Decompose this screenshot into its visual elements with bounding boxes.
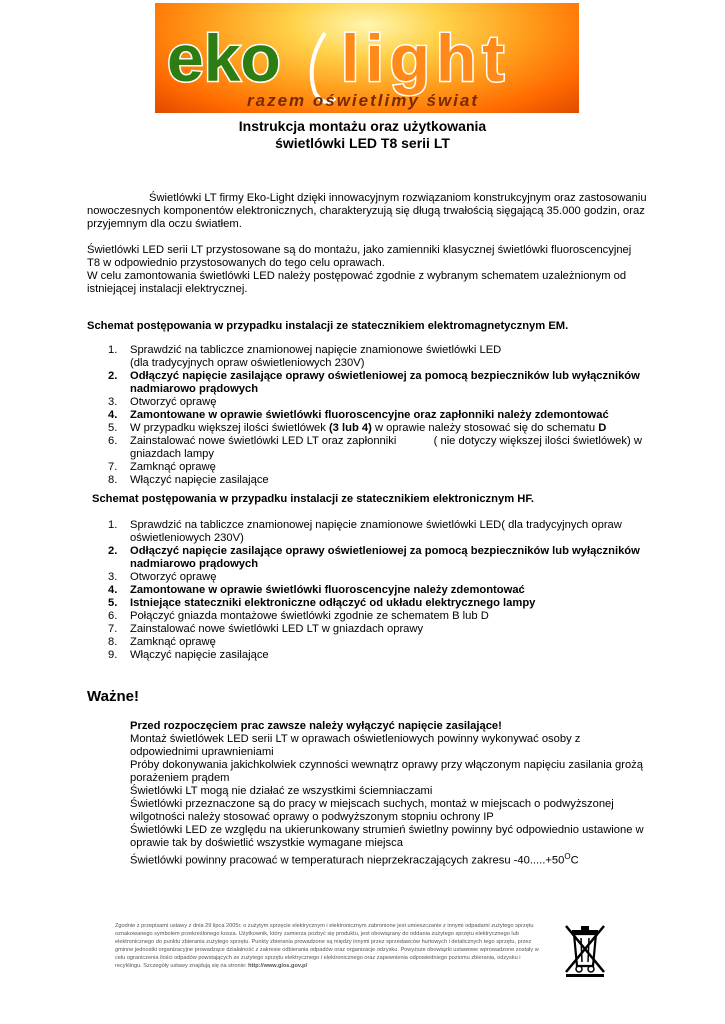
- logo-brand-right: light: [341, 21, 511, 95]
- crossed-out-bin-icon: [560, 922, 610, 982]
- logo-brand-left: eko: [167, 21, 281, 95]
- section-hf-heading: Schemat postępowania w przypadku instalacji ze statecznikiem elektronicznym HF.: [92, 493, 535, 505]
- intro-paragraph-2: Świetlówki LED serii LT przystosowane są do montażu, jako zamienniki klasycznej świetlówki fluoroscencyjnej T8 w odpowiednio przystosowanych do tego celu oprawach.: [87, 244, 632, 269]
- logo-tagline: razem oświetlimy świat: [247, 91, 480, 110]
- gios-link[interactable]: http://www.gios.gov.pl: [248, 963, 308, 969]
- important-notes: [130, 720, 650, 868]
- list-item: 5. Istniejące stateczniki elektroniczne odłączyć od układu elektrycznego lampy: [108, 597, 536, 609]
- list-item: 2. Odłączyć napięcie zasilające oprawy oświetleniowej za pomocą bezpieczników lub wyłączników nadmiarowo prądowych: [108, 370, 640, 395]
- section-em-list: [87, 344, 647, 487]
- section-hf-list: [87, 519, 647, 662]
- list-item: 9. Włączyć napięcie zasilające: [108, 649, 269, 661]
- section-em-heading: Schemat postępowania w przypadku instalacji ze statecznikiem elektromagnetycznym EM.: [87, 320, 569, 332]
- list-item: 4. Zamontowane w oprawie świetlówki fluoroscencyjne oraz zapłonniki należy zdemontować: [108, 409, 609, 421]
- list-item: 5. W przypadku większej ilości świetlówek (3 lub 4) w oprawie należy stosować się do schematu D: [108, 422, 607, 434]
- list-item: 3. Otworzyć oprawę: [108, 396, 217, 408]
- list-item: 1. Sprawdzić na tabliczce znamionowej napięcie znamionowe świetlówki LED (dla tradycyjnych opraw oświetleniowych 230V): [108, 344, 502, 369]
- eko-light-logo: [155, 3, 579, 113]
- list-item: 8. Włączyć napięcie zasilające: [108, 474, 269, 486]
- logo-graphic: [155, 3, 579, 113]
- weee-disclaimer: Zgodnie z przepisami ustawy z dnia 29 lipca 2005r. o zużytym sprzęcie elektrycznym i elektronicznym zabronione jest umieszczanie z innymi odpadami zużytego sprzętu oznakowanego symbolem przekreślonego kosza. Użytkownik, który zamierza pozbyć się produktu, jest obowiązany do oddania zużytego sprzętu elektrycznego lub elektronicznego do punktu zbierania zużytego sprzętu. Punkty zbierania prowadzone są między innymi przez sprzedawców hurtowych i detalicznych tego sprzętu, przez gminne jednostki organizacyjne prowadzące działalność z zakresie odbierania odpadów oraz organizacje odzysku. Powyższe obowiązki ustawowe wprowadzone zostały w celu ograniczenia ilości odpadów powstających ze zużytego sprzętu elektrycznego i elektronicznego oraz zapewnienia odpowiedniego poziomu zbierania, odzysku i recyklingu. Szczegóły ustawy znajdują się na stronie: http://www.gios.gov.pl: [115, 923, 539, 969]
- important-line: Świetlówki LED ze względu na ukierunkowany strumień świetlny powinny być odpowiednio ustawione w oprawie tak by doświetlić wszystkie wymagane miejsca: [130, 824, 644, 849]
- list-item: 2. Odłączyć napięcie zasilające oprawy oświetleniowej za pomocą bezpieczników lub wyłączników nadmiarowo prądowych: [108, 545, 640, 570]
- list-item: 6. Połączyć gniazda montażowe świetlówki zgodnie ze schematem B lub D: [108, 610, 489, 622]
- intro-paragraph-3: W celu zamontowania świetlówki LED należy postępować zgodnie z wybranym schematem uzależnionym od istniejącej instalacji elektrycznej.: [87, 270, 627, 295]
- title-line-2: świetlówki LED T8 serii LT: [275, 135, 450, 151]
- important-heading: Ważne!: [87, 688, 139, 705]
- list-item: 7. Zainstalować nowe świetlówki LED LT w gniazdach oprawy: [108, 623, 424, 635]
- important-line: Montaż świetlówek LED serii LT w oprawach oświetleniowych powinny wykonywać osoby z odpowiednimi uprawnieniami: [130, 733, 581, 758]
- intro-paragraph-1: Świetlówki LT firmy Eko-Light dzięki innowacyjnym rozwiązaniom konstrukcyjnym oraz zastosowaniu nowoczesnych komponentów elektronicznych, charakteryzują się długą trwałością sięgającą 35.000 godzin, oraz przyjemnym dla oczu światłem.: [87, 192, 647, 230]
- list-item: 6. Zainstalować nowe świetlówki LED LT oraz zapłonniki ( nie dotyczy większej ilości świetlówek) w gniazdach lampy: [108, 435, 646, 460]
- important-line: Świetlówki przeznaczone są do pracy w miejscach suchych, montaż w miejscach o podwyższonej wilgotności należy stosować oprawy o podwyższonym stopniu ochrony IP: [130, 798, 614, 823]
- important-line: Świetlówki LT mogą nie działać ze wszystkimi ściemniaczami: [130, 785, 433, 797]
- list-item: 7. Zamknąć oprawę: [108, 461, 216, 473]
- list-item: 8. Zamknąć oprawę: [108, 636, 216, 648]
- list-item: 3. Otworzyć oprawę: [108, 571, 217, 583]
- temperature-line: Świetlówki powinny pracować w temperaturach nieprzekraczających zakresu $-40.....+50^OC$: [130, 852, 579, 867]
- list-item: 4. Zamontowane w oprawie świetlówki fluoroscencyjne należy zdemontować: [108, 584, 525, 596]
- list-item: 1. Sprawdzić na tabliczce znamionowej napięcie znamionowe świetlówki LED( dla tradycyjnych opraw oświetleniowych 230V): [108, 519, 622, 544]
- important-line: Próby dokonywania jakichkolwiek czynności wewnątrz oprawy przy włączonym napięciu zasilania grożą porażeniem prądem: [130, 759, 643, 784]
- title-line-1: Instrukcja montażu oraz użytkowania: [238, 118, 487, 134]
- important-lead: Przed rozpoczęciem prac zawsze należy wyłączyć napięcie zasilające!: [130, 720, 502, 732]
